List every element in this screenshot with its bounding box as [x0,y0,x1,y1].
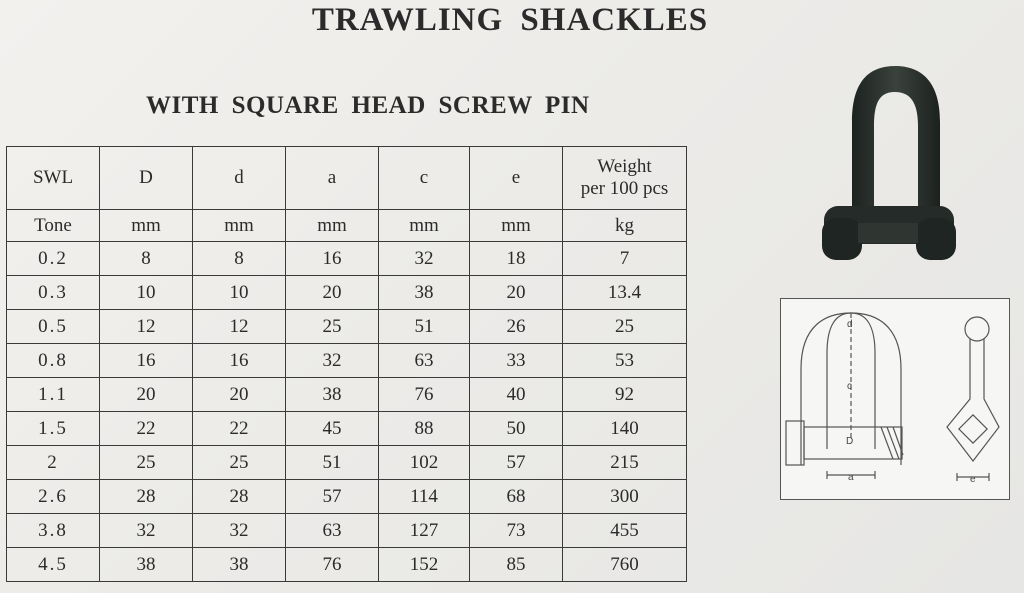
table-cell: 8 [100,242,193,276]
table-row [7,310,687,344]
label-d: d [847,319,853,330]
page-title: TRAWLING SHACKLES [311,2,709,38]
table-cell: 0.8 [7,344,100,378]
table-cell: 10 [100,276,193,310]
table-cell: 300 [563,480,687,514]
table-cell: 455 [563,514,687,548]
table-row [7,446,687,480]
label-D: D [846,436,854,447]
col-header-D: D [100,147,193,210]
table-row [7,242,687,276]
table-cell: 25 [100,446,193,480]
table-cell: 88 [379,412,470,446]
shackle-photo [818,60,958,270]
table-cell: 12 [100,310,193,344]
table-cell: 20 [286,276,379,310]
table-cell: 28 [193,480,286,514]
table-row [7,378,687,412]
table-cell: 40 [470,378,563,412]
table-cell: 0.3 [7,276,100,310]
table-cell: 0.2 [7,242,100,276]
table-cell: 76 [379,378,470,412]
table-cell: 38 [286,378,379,412]
table-cell: 16 [286,242,379,276]
dimension-diagram [780,298,1010,500]
col-header-c: c [379,147,470,210]
table-header-row [7,147,687,210]
table-cell: 140 [563,412,687,446]
table-body [7,242,687,582]
table-cell: 102 [379,446,470,480]
table-cell: 114 [379,480,470,514]
table-cell: 8 [193,242,286,276]
table-cell: 57 [470,446,563,480]
table-cell: 33 [470,344,563,378]
table-cell: 22 [100,412,193,446]
table-cell: 50 [470,412,563,446]
table-cell: 20 [100,378,193,412]
table-cell: 127 [379,514,470,548]
table-cell: 68 [470,480,563,514]
table-cell: 7 [563,242,687,276]
table-cell: 38 [379,276,470,310]
label-c: c [847,381,852,392]
table-cell: 25 [193,446,286,480]
col-header-weight [563,147,687,210]
table-row [7,514,687,548]
table-cell: 51 [379,310,470,344]
table-row [7,412,687,446]
table-cell: 0.5 [7,310,100,344]
table-cell: 1.5 [7,412,100,446]
unit-cell: mm [379,210,470,242]
label-e: e [970,474,976,485]
unit-cell: mm [470,210,563,242]
unit-cell: kg [563,210,687,242]
table-row [7,276,687,310]
units-row [7,210,687,242]
table-cell: 760 [563,548,687,582]
unit-cell: Tone [7,210,100,242]
table-cell: 51 [286,446,379,480]
table-row [7,480,687,514]
table-cell: 28 [100,480,193,514]
table-cell: 92 [563,378,687,412]
table-cell: 85 [470,548,563,582]
table-cell: 12 [193,310,286,344]
table-cell: 32 [193,514,286,548]
table-cell: 13.4 [563,276,687,310]
unit-cell: mm [100,210,193,242]
table-cell: 10 [193,276,286,310]
table-row [7,548,687,582]
table-cell: 4.5 [7,548,100,582]
table-cell: 53 [563,344,687,378]
table-cell: 3.8 [7,514,100,548]
table-cell: 32 [379,242,470,276]
table-cell: 38 [193,548,286,582]
table-cell: 22 [193,412,286,446]
table-cell: 38 [100,548,193,582]
table-cell: 18 [470,242,563,276]
unit-cell: mm [286,210,379,242]
table-cell: 32 [286,344,379,378]
page-subtitle: WITH SQUARE HEAD SCREW PIN [146,92,590,119]
table-cell: 1.1 [7,378,100,412]
table-cell: 16 [100,344,193,378]
table-cell: 63 [379,344,470,378]
table-cell: 45 [286,412,379,446]
col-header-d: d [193,147,286,210]
table-cell: 152 [379,548,470,582]
table-cell: 215 [563,446,687,480]
col-header-swl: SWL [7,147,100,210]
table-cell: 25 [563,310,687,344]
table-cell: 2.6 [7,480,100,514]
col-header-e: e [470,147,563,210]
table-cell: 16 [193,344,286,378]
shackle-drawing [781,299,1009,499]
table-cell: 20 [470,276,563,310]
table-cell: 20 [193,378,286,412]
col-header-a: a [286,147,379,210]
table-cell: 25 [286,310,379,344]
table-row [7,344,687,378]
weight-header-line1: Weight [597,156,652,177]
table-cell: 57 [286,480,379,514]
weight-header-line2: per 100 pcs [580,178,669,199]
table-cell: 32 [100,514,193,548]
table-cell: 26 [470,310,563,344]
unit-cell: mm [193,210,286,242]
table-cell: 2 [7,446,100,480]
label-a: a [848,472,854,483]
table-cell: 76 [286,548,379,582]
table-cell: 63 [286,514,379,548]
spec-table [6,146,687,582]
table-cell: 73 [470,514,563,548]
